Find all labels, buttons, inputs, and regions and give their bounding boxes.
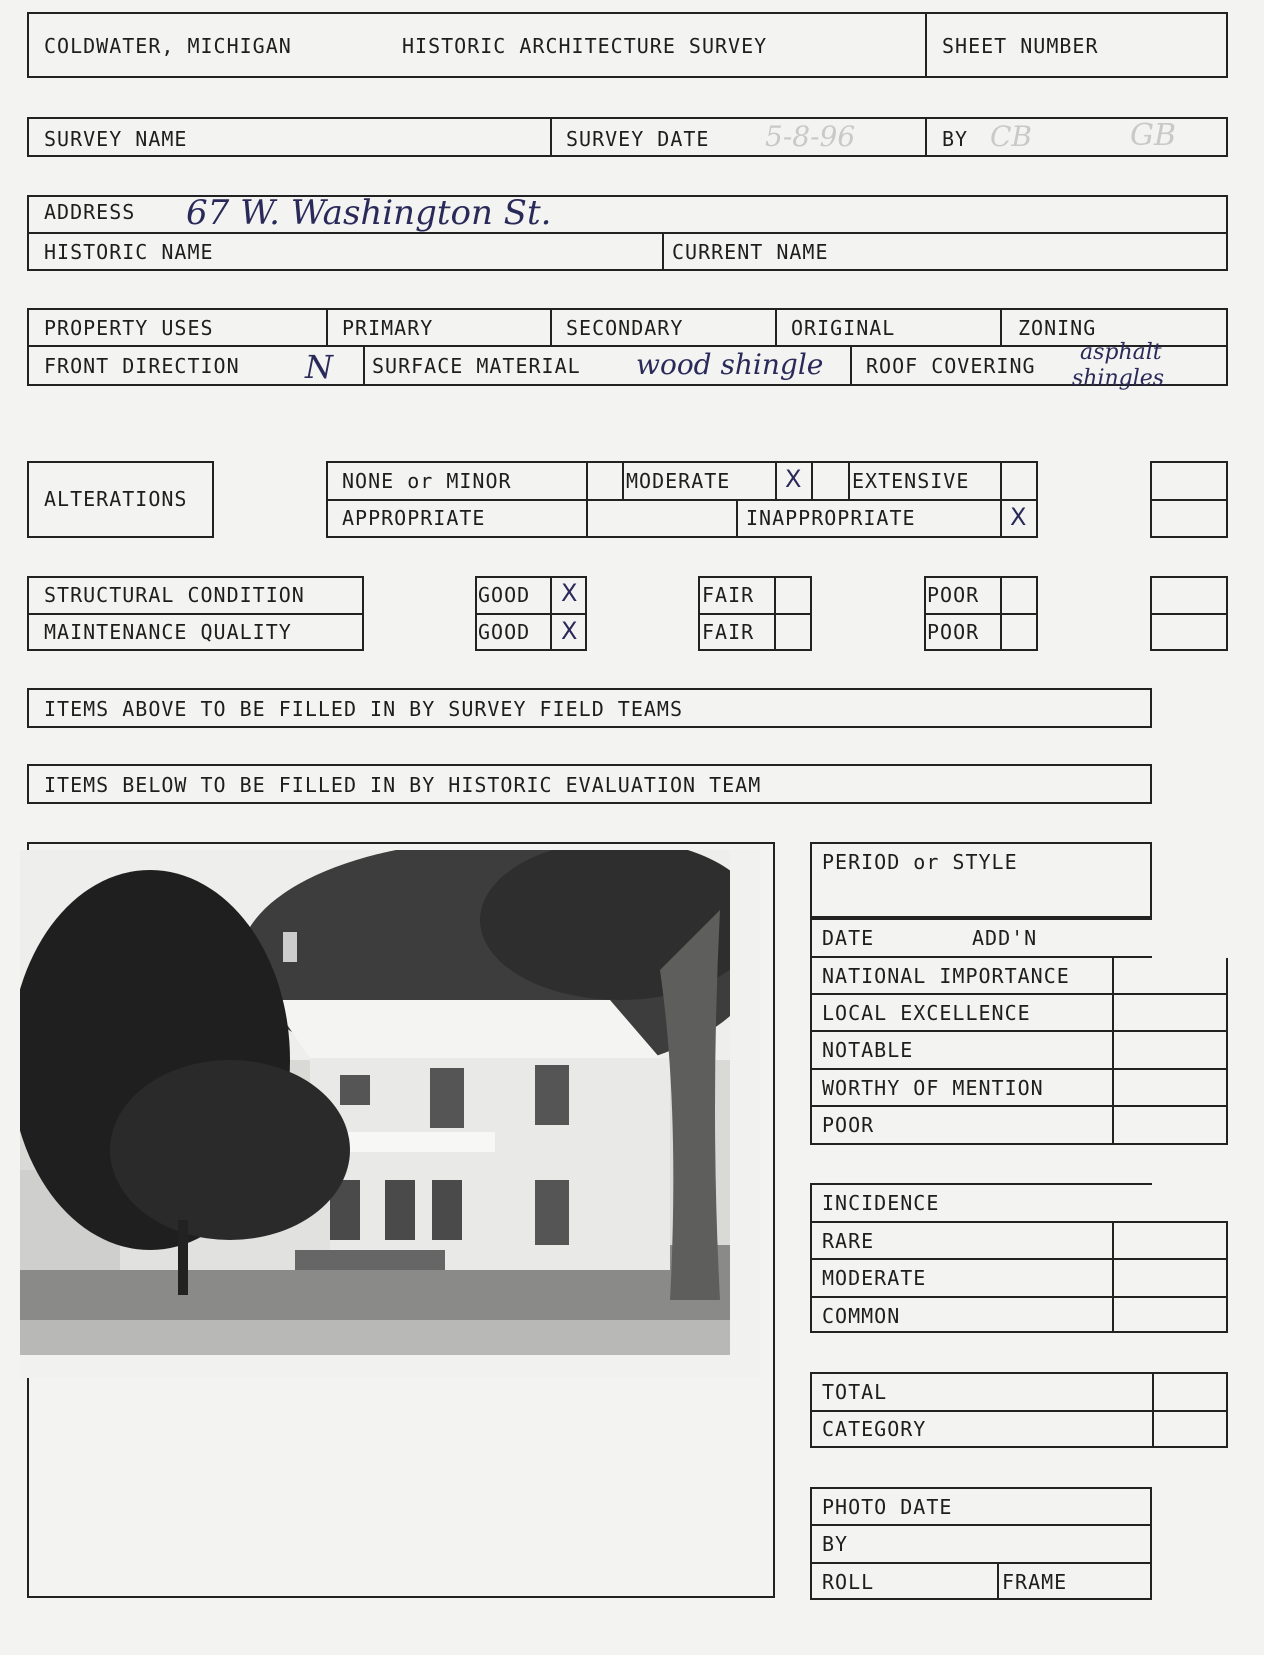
roof-covering-value-1: asphalt (1080, 340, 1162, 365)
current-name-divider (662, 232, 664, 271)
incidence-line-2 (810, 1258, 1228, 1260)
survey-by-label: BY (942, 127, 969, 151)
alt-div-4 (811, 461, 813, 499)
alterations-score-mid (1150, 499, 1228, 501)
alt-div-6 (1000, 461, 1002, 538)
roll-frame-div (997, 1562, 999, 1600)
good-mid (475, 613, 587, 615)
survey-date-label: SURVEY DATE (566, 127, 710, 151)
appropriate-label: APPROPRIATE (342, 506, 486, 530)
poor-label-1: POOR (927, 583, 980, 607)
historic-name-label: HISTORIC NAME (44, 240, 214, 264)
form-title: HISTORIC ARCHITECTURE SURVEY (402, 34, 768, 58)
moderate-incidence-label: MODERATE (822, 1266, 927, 1290)
poor-eval-label: POOR (822, 1113, 875, 1137)
incidence-label: INCIDENCE (822, 1191, 940, 1215)
building-photo (20, 850, 760, 1378)
fair-label-1: FAIR (702, 583, 755, 607)
good-div (550, 576, 552, 651)
worthy-of-mention-label: WORTHY OF MENTION (822, 1076, 1044, 1100)
fair-mid (698, 613, 812, 615)
photo-info-line-1 (810, 1524, 1152, 1526)
notable-label: NOTABLE (822, 1038, 914, 1062)
address-value: 67 W. Washington St. (186, 193, 552, 233)
condition-label-mid (27, 613, 364, 615)
inappropriate-label: INAPPROPRIATE (746, 506, 916, 530)
common-label: COMMON (822, 1304, 901, 1328)
secondary-label: SECONDARY (566, 316, 684, 340)
items-below-note: ITEMS BELOW TO BE FILLED IN BY HISTORIC EVALUATION TEAM (44, 773, 762, 797)
fair-label-2: FAIR (702, 620, 755, 644)
fair-div (774, 576, 776, 651)
total-label: TOTAL (822, 1380, 888, 1404)
alterations-mid (326, 499, 1038, 501)
good-label-2: GOOD (478, 620, 531, 644)
photo-date-label: PHOTO DATE (822, 1495, 953, 1519)
importance-line-4 (810, 1068, 1228, 1070)
extensive-label: EXTENSIVE (852, 469, 970, 493)
survey-by-value-2: GB (1130, 118, 1177, 153)
date-label: DATE (822, 926, 875, 950)
importance-line-2 (810, 993, 1228, 995)
poor-div (1000, 576, 1002, 651)
header-divider (925, 12, 927, 78)
incidence-header-cover (1152, 1183, 1230, 1221)
survey-name-label: SURVEY NAME (44, 127, 188, 151)
addn-label: ADD'N (972, 926, 1038, 950)
city-label: COLDWATER, MICHIGAN (44, 34, 292, 58)
primary-divider (326, 308, 328, 345)
category-label: CATEGORY (822, 1417, 927, 1441)
original-divider (775, 308, 777, 345)
importance-div (1112, 956, 1114, 1145)
items-above-note: ITEMS ABOVE TO BE FILLED IN BY SURVEY FIELD TEAMS (44, 697, 684, 721)
moderate-label: MODERATE (626, 469, 731, 493)
alt-div-7 (736, 499, 738, 538)
national-importance-label: NATIONAL IMPORTANCE (822, 964, 1070, 988)
incidence-div (1112, 1221, 1114, 1333)
local-excellence-label: LOCAL EXCELLENCE (822, 1001, 1031, 1025)
secondary-divider (550, 308, 552, 345)
zoning-divider (1000, 308, 1002, 345)
alt-div-5 (848, 461, 850, 499)
total-div (1152, 1372, 1154, 1448)
survey-date-value: 5-8-96 (765, 120, 856, 153)
house-photo-image (20, 850, 760, 1378)
structural-condition-label: STRUCTURAL CONDITION (44, 583, 305, 607)
original-label: ORIGINAL (791, 316, 896, 340)
inappropriate-mark: X (1010, 503, 1027, 531)
importance-line-5 (810, 1105, 1228, 1107)
roof-covering-value-2: shingles (1072, 366, 1165, 391)
address-label: ADDRESS (44, 200, 136, 224)
incidence-line-3 (810, 1296, 1228, 1298)
good-label-1: GOOD (478, 583, 531, 607)
surface-material-value: wood shingle (636, 348, 824, 381)
structural-good-mark: X (561, 579, 578, 607)
total-line (810, 1410, 1228, 1412)
zoning-label: ZONING (1018, 316, 1097, 340)
current-name-label: CURRENT NAME (672, 240, 829, 264)
alt-div-3 (775, 461, 777, 499)
property-uses-label: PROPERTY USES (44, 316, 214, 340)
photo-info-line-2 (810, 1562, 1152, 1564)
front-direction-value: N (305, 348, 333, 386)
rare-label: RARE (822, 1229, 875, 1253)
survey-by-value: CB (990, 120, 1032, 153)
alt-div-2 (622, 461, 624, 499)
survey-divider-1 (550, 117, 552, 157)
roof-covering-label: ROOF COVERING (866, 354, 1036, 378)
front-direction-label: FRONT DIRECTION (44, 354, 240, 378)
poor-label-2: POOR (927, 620, 980, 644)
moderate-mark: X (785, 465, 802, 493)
primary-label: PRIMARY (342, 316, 434, 340)
surface-divider (363, 345, 365, 386)
maintenance-good-mark: X (561, 617, 578, 645)
photo-by-label: BY (822, 1532, 849, 1556)
alt-div-1 (586, 461, 588, 538)
surface-material-label: SURFACE MATERIAL (372, 354, 581, 378)
poor-mid (924, 613, 1038, 615)
importance-line-3 (810, 1030, 1228, 1032)
period-style-label: PERIOD or STYLE (822, 850, 1018, 874)
roll-label: ROLL (822, 1570, 875, 1594)
incidence-line-1 (810, 1221, 1228, 1223)
maintenance-quality-label: MAINTENANCE QUALITY (44, 620, 292, 644)
roof-divider (850, 345, 852, 386)
date-row-cover (1152, 918, 1230, 958)
condition-score-mid (1150, 613, 1228, 615)
survey-divider-2 (925, 117, 927, 157)
alterations-label: ALTERATIONS (44, 487, 188, 511)
sheet-number-label: SHEET NUMBER (942, 34, 1099, 58)
property-divider (27, 345, 1228, 347)
none-minor-label: NONE or MINOR (342, 469, 512, 493)
frame-label: FRAME (1002, 1570, 1068, 1594)
